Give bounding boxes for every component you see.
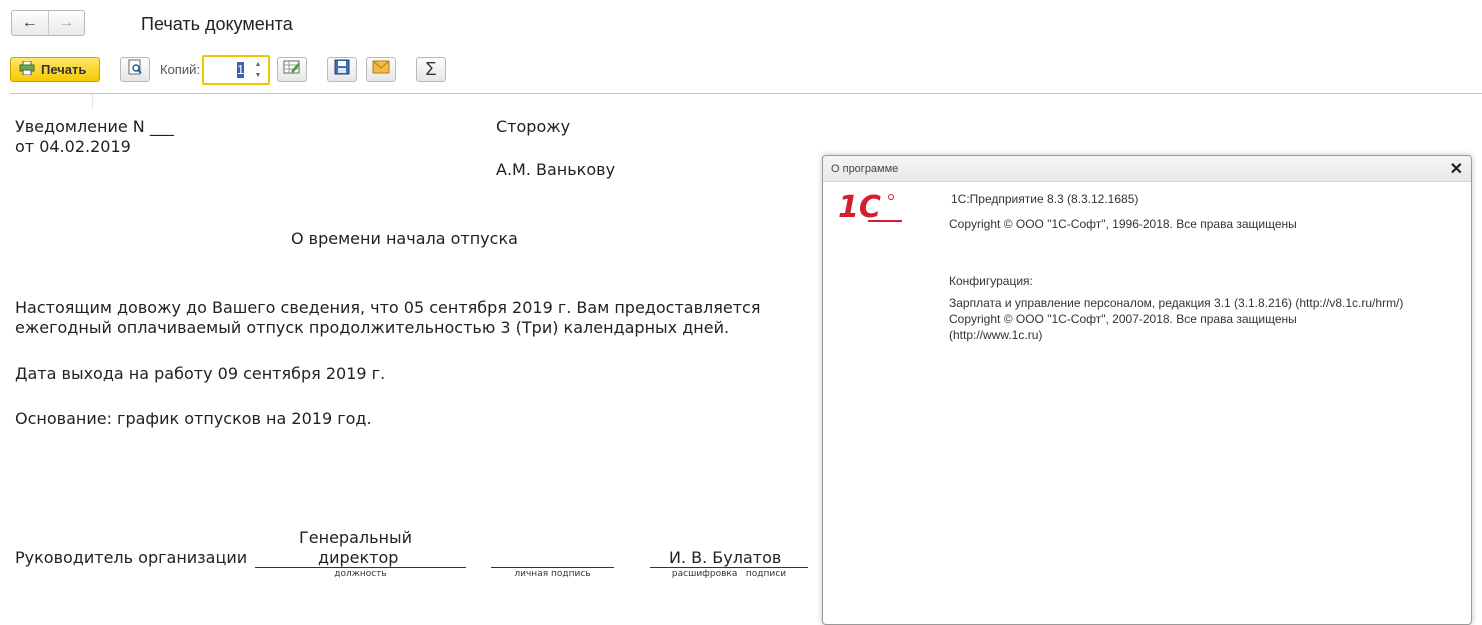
close-icon[interactable]: ✕ <box>1449 161 1463 178</box>
decode-caption: расшифровка подписи <box>671 569 787 579</box>
notice-date: от 04.02.2019 <box>15 137 131 156</box>
logo-text: 1С <box>838 191 881 223</box>
config-label: Конфигурация: <box>949 274 1033 288</box>
floppy-disk-icon <box>334 59 350 80</box>
document-subject: О времени начала отпуска <box>291 229 518 248</box>
dialog-header <box>823 156 1471 182</box>
signature-position-line1: Генеральный <box>299 528 413 547</box>
print-button-label: Печать <box>41 62 87 77</box>
return-date-line: Дата выхода на работу 09 сентября 2019 г. <box>15 364 386 383</box>
spin-down-icon[interactable]: ▼ <box>254 72 262 79</box>
envelope-icon <box>372 60 390 79</box>
send-email-button[interactable] <box>366 57 396 82</box>
toolbar-divider <box>10 93 1482 94</box>
position-caption: должность <box>334 569 387 579</box>
addressee-position: Сторожу <box>496 117 571 136</box>
back-button[interactable] <box>12 11 48 35</box>
document-margin-line <box>92 94 93 110</box>
name-underline <box>650 567 808 568</box>
addressee-name: А.М. Ванькову <box>496 160 616 179</box>
position-underline <box>255 567 466 568</box>
signature-role-label: Руководитель организации <box>15 548 248 567</box>
body-line-2: ежегодный оплачиваемый отпуск продолжительностью 3 (Три) календарных дней. <box>15 318 730 337</box>
platform-copyright: Copyright © ООО "1С-Софт", 1996-2018. Все права защищены <box>949 217 1297 231</box>
copies-label: Копий: <box>160 62 200 77</box>
page-preview-icon <box>127 59 143 80</box>
basis-line: Основание: график отпусков на 2019 год. <box>15 409 372 428</box>
edit-table-icon <box>283 59 301 80</box>
forward-button[interactable] <box>48 11 85 35</box>
sign-underline <box>491 567 614 568</box>
signature-name: И. В. Булатов <box>669 548 782 567</box>
sign-caption: личная подпись <box>514 569 591 579</box>
arrow-right-icon: → <box>58 14 75 31</box>
1c-logo <box>838 191 902 228</box>
config-url[interactable]: (http://www.1c.ru) <box>949 328 1043 342</box>
print-button[interactable] <box>10 57 100 82</box>
sigma-icon: Σ <box>425 59 437 79</box>
edit-document-button[interactable] <box>277 57 307 82</box>
arrow-left-icon: ← <box>21 14 38 31</box>
copies-value[interactable]: 1 <box>237 62 245 77</box>
config-name: Зарплата и управление персоналом, редакция 3.1 (3.1.8.216) (http://v8.1c.ru/hrm/) <box>949 296 1404 310</box>
notice-number: Уведомление N ___ <box>15 117 174 136</box>
spin-up-icon[interactable]: ▲ <box>254 61 262 68</box>
save-button[interactable] <box>327 57 357 82</box>
copies-stepper[interactable] <box>202 55 270 85</box>
body-line-1: Настоящим довожу до Вашего сведения, что 05 сентября 2019 г. Вам предоставляется <box>15 298 761 317</box>
sum-button[interactable] <box>416 57 446 82</box>
printer-icon <box>19 61 35 78</box>
platform-version: 1С:Предприятие 8.3 (8.3.12.1685) <box>951 192 1139 206</box>
about-dialog <box>822 155 1472 625</box>
preview-button[interactable] <box>120 57 150 82</box>
nav-group <box>11 10 85 36</box>
dialog-title: О программе <box>831 163 899 175</box>
config-copyright: Copyright © ООО "1С-Софт", 2007-2018. Все права защищены <box>949 312 1297 326</box>
window-title: Печать документа <box>141 14 293 34</box>
signature-position-line2: директор <box>318 548 399 567</box>
